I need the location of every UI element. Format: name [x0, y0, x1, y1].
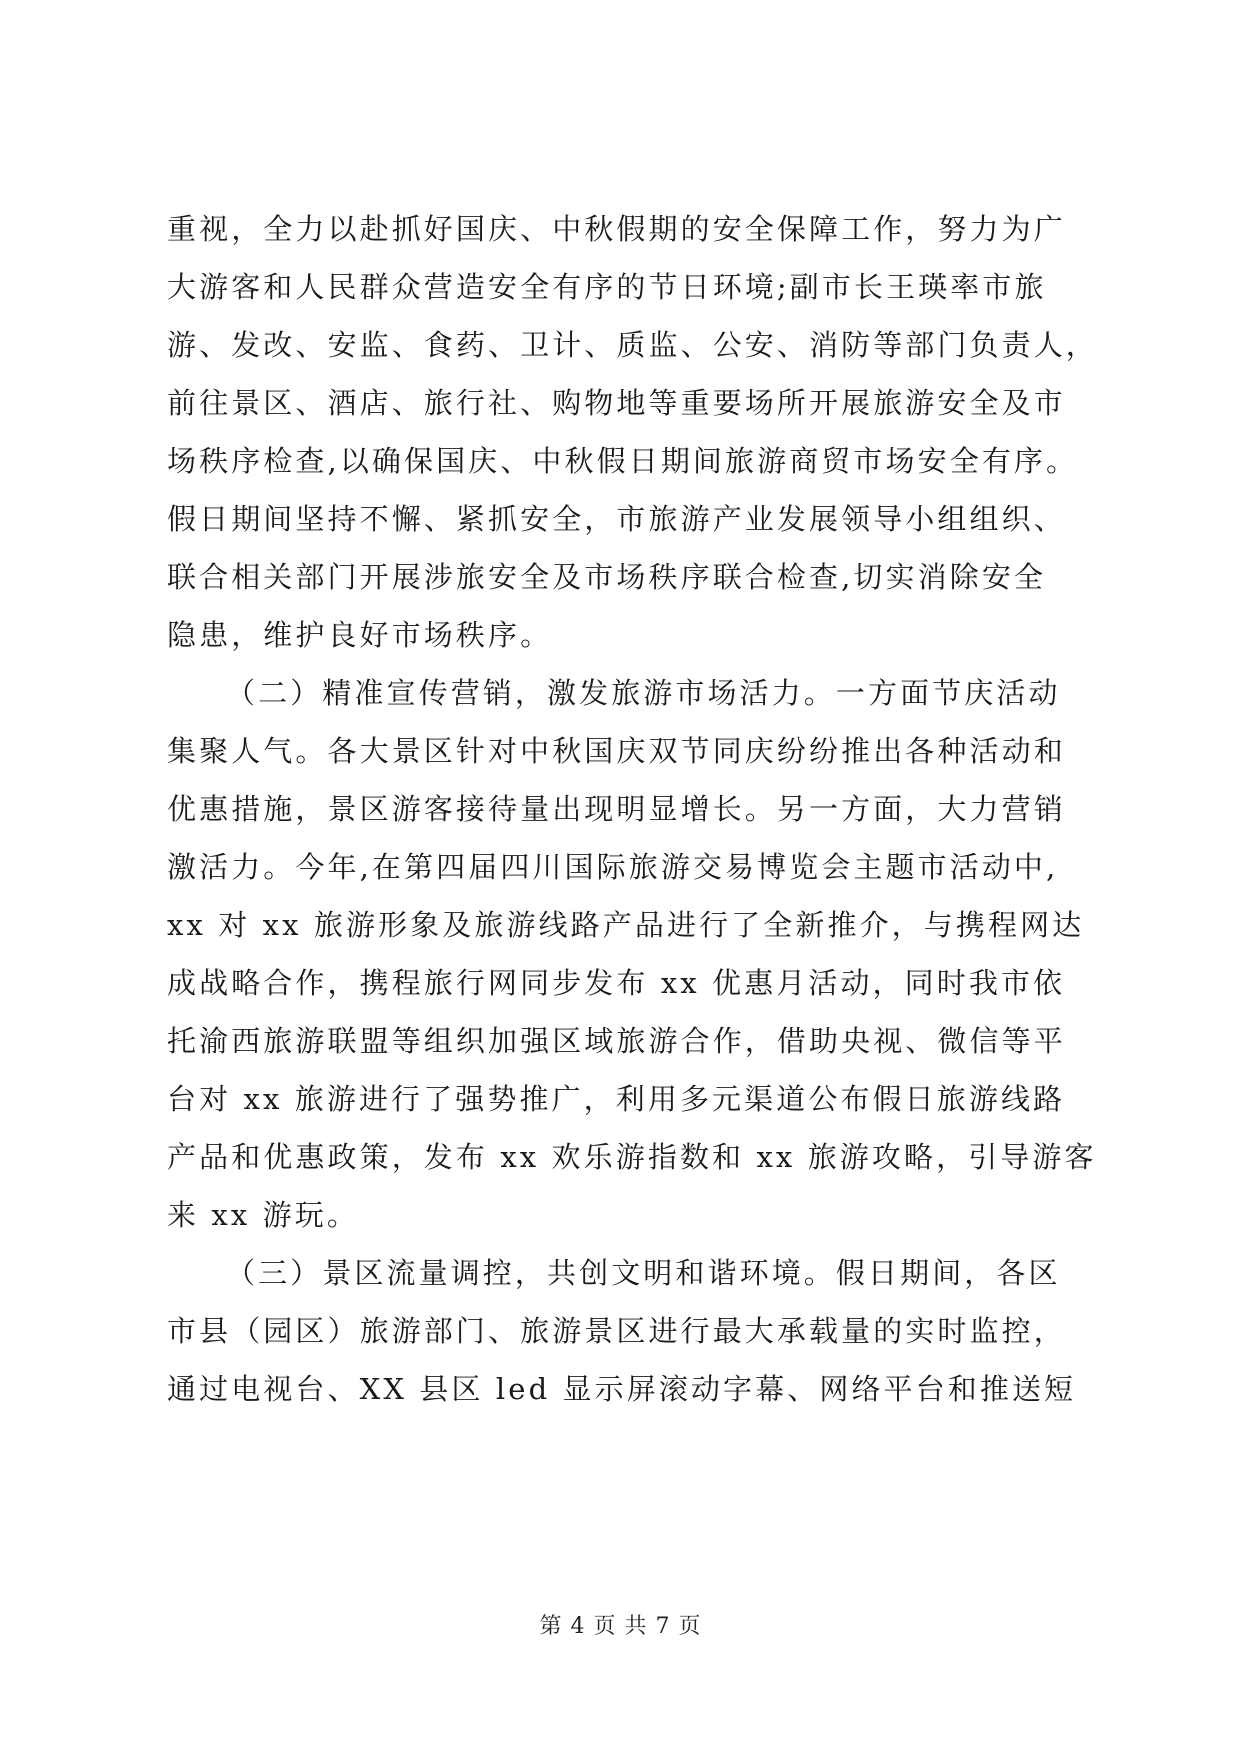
text-line: 托渝西旅游联盟等组织加强区域旅游合作，借助央视、微信等平: [167, 1024, 1066, 1058]
text-line: 假日期间坚持不懈、紧抓安全，市旅游产业发展领导小组组织、: [167, 502, 1066, 536]
text-line: 来 xx 游玩。: [167, 1198, 359, 1232]
text-line: 优惠措施，景区游客接待量出现明显增长。另一方面，大力营销: [167, 792, 1066, 826]
text-line: 联合相关部门开展涉旅安全及市场秩序联合检查,切实消除安全: [167, 560, 1047, 594]
page-number-footer: 第 4 页 共 7 页: [539, 1614, 702, 1639]
text-line: 激活力。今年,在第四届四川国际旅游交易博览会主题市活动中,: [167, 850, 1059, 884]
text-line: 市县（园区）旅游部门、旅游景区进行最大承载量的实时监控，: [167, 1314, 1066, 1348]
text-line: 大游客和人民群众营造安全有序的节日环境;副市长王瑛率市旅: [167, 270, 1047, 304]
text-line: 前往景区、酒店、旅行社、购物地等重要场所开展旅游安全及市: [167, 386, 1066, 420]
text-line: 通过电视台、XX 县区 led 显示屏滚动字幕、网络平台和推送短: [167, 1372, 1077, 1406]
paragraph-heading-line: （二）精准宣传营销，激发旅游市场活力。一方面节庆活动: [226, 676, 1061, 710]
text-line: 集聚人气。各大景区针对中秋国庆双节同庆纷纷推出各种活动和: [167, 734, 1066, 768]
text-line: 台对 xx 旅游进行了强势推广，利用多元渠道公布假日旅游线路: [167, 1082, 1066, 1116]
text-line: 重视，全力以赴抓好国庆、中秋假期的安全保障工作，努力为广: [167, 212, 1066, 246]
text-line: 成战略合作，携程旅行网同步发布 xx 优惠月活动，同时我市依: [167, 966, 1066, 1000]
text-line: 游、发改、安监、食药、卫计、质监、公安、消防等部门负责人，: [167, 328, 1098, 362]
paragraph-heading-line: （三）景区流量调控，共创文明和谐环境。假日期间，各区: [226, 1256, 1061, 1290]
text-line: 隐患，维护良好市场秩序。: [167, 618, 553, 652]
text-line: 场秩序检查,以确保国庆、中秋假日期间旅游商贸市场安全有序。: [167, 444, 1079, 478]
text-line: 产品和优惠政策，发布 xx 欢乐游指数和 xx 旅游攻略，引导游客: [167, 1140, 1097, 1174]
text-line: xx 对 xx 旅游形象及旅游线路产品进行了全新推介，与携程网达: [167, 908, 1085, 942]
